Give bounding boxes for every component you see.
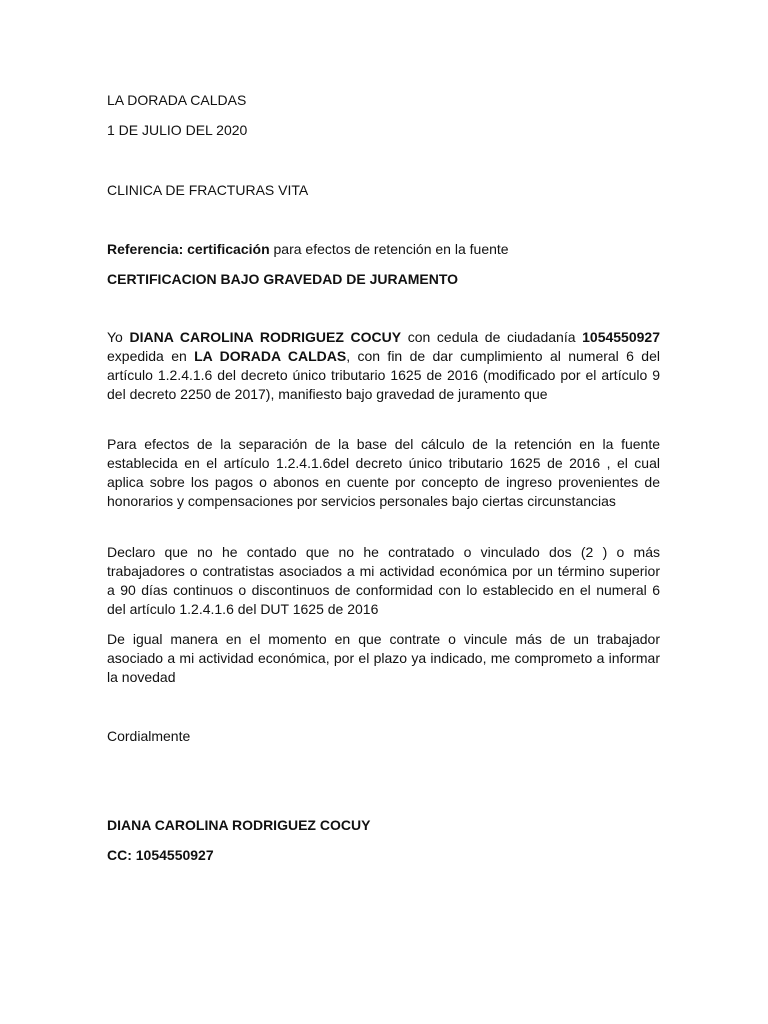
letter-recipient: CLINICA DE FRACTURAS VITA (107, 182, 309, 198)
p1-text-c: expedida en (107, 348, 195, 364)
letter-closing: Cordialmente (107, 728, 191, 744)
reference-line (107, 240, 509, 258)
paragraph-declaration: Declaro que no he contado que no he contratado o vinculado dos (2 ) o más trabajadores o contratistas asociados a mi actividad económica por un término superior a 90 días continuos o discontinuos de conformidad con lo establecido en el numeral 6 del artículo 1.2.4.1.6 del DUT 1625 de 2016 (107, 544, 660, 617)
signature-name: DIANA CAROLINA RODRIGUEZ COCUY (107, 817, 371, 833)
signature-cc: CC: 1054550927 (107, 847, 214, 863)
reference-text: para efectos de retención en la fuente (269, 241, 509, 257)
declarant-place: LA DORADA CALDAS (194, 348, 347, 364)
reference-label: Referencia: certificación (107, 241, 270, 257)
letter-date: 1 DE JULIO DEL 2020 (107, 122, 248, 138)
declarant-name: DIANA CAROLINA RODRIGUEZ COCUY (129, 329, 402, 345)
declarant-id: 1054550927 (582, 329, 660, 345)
p1-text-d: , con fin de dar cumplimiento al numeral 6 del artículo 1.2.4.1.6 del decreto único tributario 1625 de 2016 (modificado por el artículo 9 del decreto 2250 de 2017), manifiesto bajo gravedad de juramento que (107, 348, 660, 402)
letter-subject: CERTIFICACION BAJO GRAVEDAD DE JURAMENTO (107, 271, 459, 287)
letter-city: LA DORADA CALDAS (107, 92, 247, 108)
paragraph-declarant (107, 328, 660, 404)
p1-text-a: Yo (107, 329, 130, 345)
paragraph-purpose: Para efectos de la separación de la base del cálculo de la retención en la fuente establecida en el artículo 1.2.4.1.6del decreto único tributario 1625 de 2016 , el cual aplica sobre los pagos o abonos en cuente por concepto de ingreso provenientes de honorarios y compensaciones por servicios personales bajo ciertas circunstancias (107, 436, 660, 509)
p1-text-b: con cedula de ciudadanía (401, 329, 583, 345)
paragraph-commitment: De igual manera en el momento en que contrate o vincule más de un trabajador asociado a mi actividad económica, por el plazo ya indicado, me comprometo a informar la novedad (107, 631, 660, 685)
